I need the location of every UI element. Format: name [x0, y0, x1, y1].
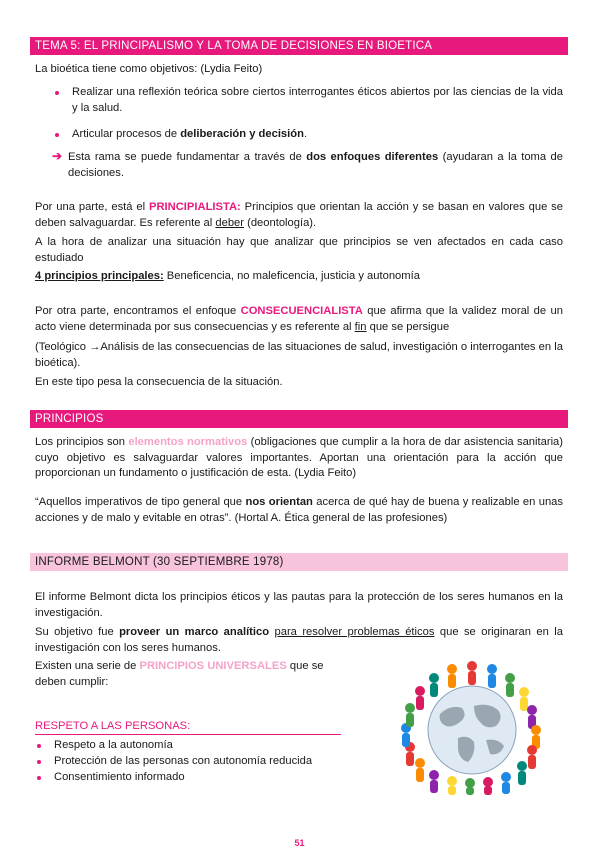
consequence-line: En este tipo pesa la consecuencia de la situación.: [35, 376, 283, 388]
principialista-paragraph: Por una parte, está el PRINCIPIALISTA: Principios que orientan la acción y se basan en valores que se deben salvaguardar. Es referente al deber (deontología).: [35, 201, 563, 229]
globe-people-illustration: [388, 656, 556, 796]
four-principles-line: 4 principios principales: Beneficencia, no maleficencia, justicia y autonomía: [35, 270, 420, 282]
list-item: Consentimiento informado: [54, 771, 185, 783]
list-item: Protección de las personas con autonomía reducida: [54, 755, 313, 767]
section-title-tema5: TEMA 5: EL PRINCIPALISMO Y LA TOMA DE DECISIONES EN BIOETICA: [30, 37, 568, 55]
objective-bullet-1: Realizar una reflexión teórica sobre ciertos interrogantes éticos abiertos por las ciencias de la vida y la salud.: [72, 86, 563, 114]
section-title-principios: PRINCIPIOS: [30, 410, 568, 428]
belmont-paragraph-2: Su objetivo fue proveer un marco analítico para resolver problemas éticos que se originaran en la investigación con los seres humanos.: [35, 626, 563, 654]
bullet-dot-icon: [37, 760, 41, 764]
teleologico-paragraph: (Teológico →Análisis de las consecuencias de las situaciones de salud, investigación o interrogantes en la bioética).: [35, 341, 563, 369]
section-title-belmont: INFORME BELMONT (30 SEPTIEMBRE 1978): [30, 553, 568, 571]
list-item: Respeto a la autonomía: [54, 739, 173, 751]
analysis-paragraph: A la hora de analizar una situación hay que analizar que principios se ven afectados en cada caso estudiado: [35, 236, 563, 264]
page-number: 51: [294, 838, 305, 848]
objective-bullet-2: Articular procesos de deliberación y decisión.: [72, 128, 308, 140]
bullet-dot-icon: [37, 776, 41, 780]
arrow-right-icon: ➔: [52, 149, 63, 163]
respeto-subheading: RESPETO A LAS PERSONAS:: [35, 719, 341, 735]
principios-paragraph: Los principios son elementos normativos (obligaciones que cumplir a la hora de dar asistencia sanitaria) cuyo objetivo es salvaguardar valores importantes. Aportan una orientación para la acción que proporcionan un fundamento o justificación de esta. (Lydia Feito): [35, 436, 564, 480]
bullet-dot-icon: [55, 133, 59, 137]
arrow-statement: Esta rama se puede fundamentar a través de dos enfoques diferentes (ayudaran a la toma de decisiones.: [68, 151, 563, 179]
belmont-paragraph-3: Existen una serie de PRINCIPIOS UNIVERSALES que se deben cumplir:: [35, 660, 324, 688]
intro-text: La bioética tiene como objetivos: (Lydia Feito): [35, 63, 263, 75]
belmont-paragraph-1: El informe Belmont dicta los principios éticos y las pautas para la protección de los seres humanos en la investigación.: [35, 591, 563, 619]
bullet-dot-icon: [37, 744, 41, 748]
bullet-dot-icon: [55, 91, 59, 95]
hortal-quote: “Aquellos imperativos de tipo general que nos orientan acerca de qué hay de buena y realizable en unas acciones y de malo y evitable en otras”. (Hortal A. Ética general de las profesiones): [35, 496, 563, 524]
consecuencialista-paragraph: Por otra parte, encontramos el enfoque CONSECUENCIALISTA que afirma que la validez moral de un acto viene determinada por sus consecuencias y es referente al fin que se persigue: [35, 305, 563, 333]
